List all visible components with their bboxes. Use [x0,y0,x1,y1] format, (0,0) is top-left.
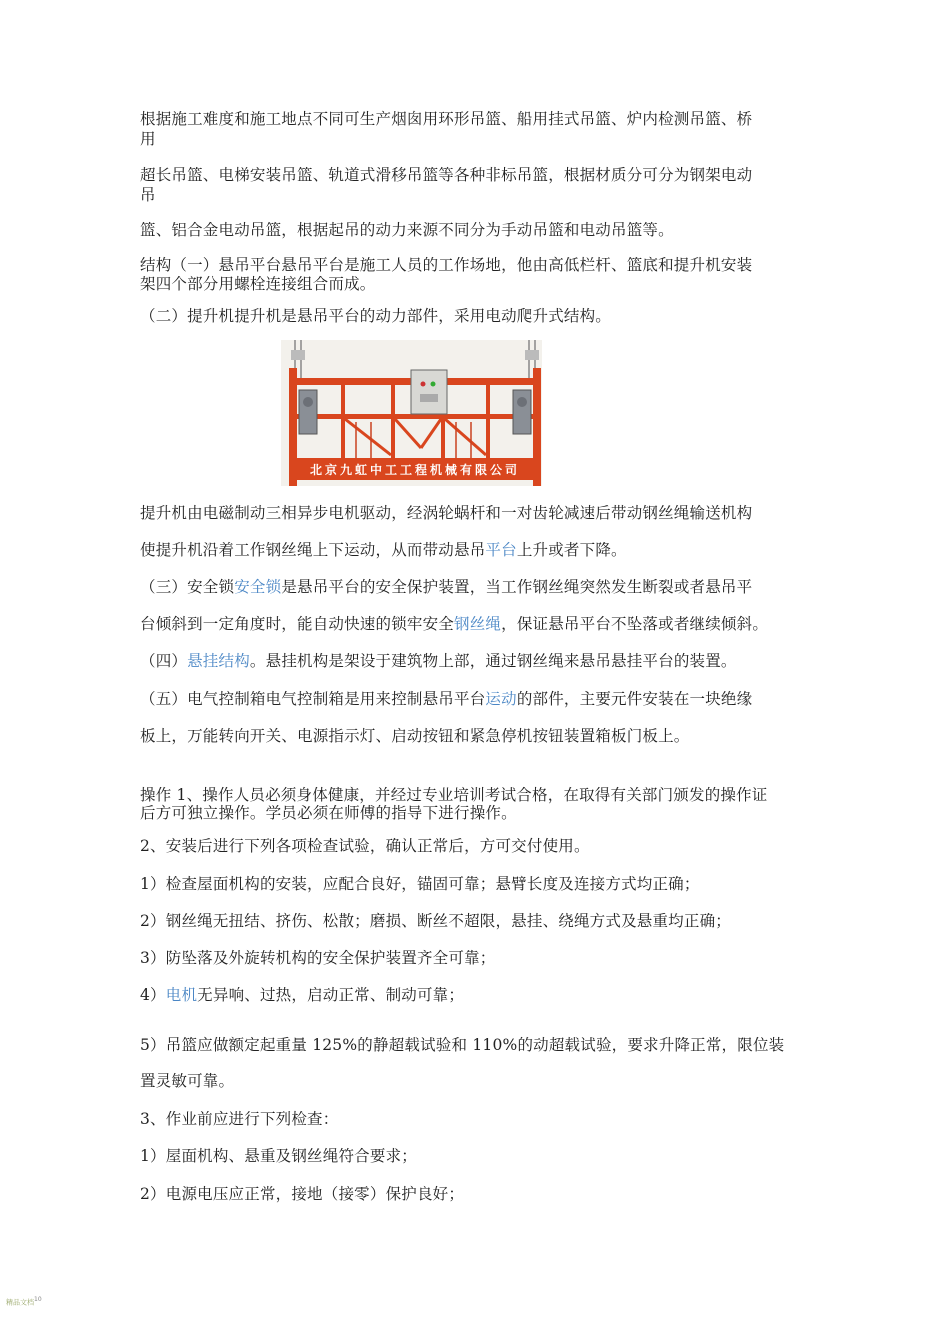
paragraph-line: （四）悬挂结构。悬挂机构是架设于建筑物上部，通过钢丝绳来悬吊悬挂平台的装置。 [140,652,737,670]
paragraph-line: 篮、铝合金电动吊篮，根据起吊的动力来源不同分为手动吊篮和电动吊篮等。 [140,221,674,239]
suspended-platform-image [281,340,542,486]
link-motor[interactable]: 电机 [165,986,198,1004]
platform-photo [281,340,542,486]
paragraph-line: 后方可独立操作。学员必须在师傅的指导下进行操作。 [140,804,517,822]
paragraph-line: 2、安装后进行下列各项检查试验，确认正常后，方可交付使用。 [140,837,590,855]
paragraph-line: 4）电机无异响、过热，启动正常、制动可靠； [140,986,465,1004]
paragraph-line: 吊 [140,186,156,204]
paragraph-line: 台倾斜到一定角度时，能自动快速的锁牢安全钢丝绳，保证悬吊平台不坠落或者继续倾斜。 [140,615,769,633]
paragraph-line: 置灵敏可靠。 [140,1072,235,1090]
paragraph-line: （三）安全锁安全锁是悬吊平台的安全保护装置，当工作钢丝绳突然发生断裂或者悬吊平 [140,578,753,596]
link-suspension-structure[interactable]: 悬挂结构 [187,652,250,670]
footer-label: 精品文档 [6,1298,34,1307]
paragraph-line: （五）电气控制箱电气控制箱是用来控制悬吊平台运动的部件，主要元件安装在一块绝缘 [140,690,753,708]
paragraph-line: 使提升机沿着工作钢丝绳上下运动，从而带动悬吊平台上升或者下降。 [140,541,627,559]
paragraph-line: 2）钢丝绳无扭结、挤伤、松散；磨损、断丝不超限，悬挂、绕绳方式及悬重均正确； [140,912,731,930]
paragraph-line: 2）电源电压应正常，接地（接零）保护良好； [140,1185,465,1203]
paragraph-line: 板上，万能转向开关、电源指示灯、启动按钮和紧急停机按钮装置箱板门板上。 [140,727,690,745]
paragraph-line: 3）防坠落及外旋转机构的安全保护装置齐全可靠； [140,949,496,967]
platform-banner-text: 北京九虹中工工程机械有限公司 [309,463,521,477]
paragraph-line: 用 [140,130,156,148]
paragraph-line: 结构（一）悬吊平台悬吊平台是施工人员的工作场地，他由高低栏杆、篮底和提升机安装 [140,256,753,274]
link-platform[interactable]: 平台 [485,541,517,559]
link-wire-rope[interactable]: 钢丝绳 [454,615,502,633]
paragraph-line: 1）屋面机构、悬重及钢丝绳符合要求； [140,1147,417,1165]
paragraph-line: 5）吊篮应做额定起重量 125%的静超载试验和 110%的动超载试验，要求升降正常，限位装 [140,1036,785,1054]
paragraph-line: 架四个部分用螺栓连接组合而成。 [140,275,376,293]
paragraph-line: （二）提升机提升机是悬吊平台的动力部件，采用电动爬升式结构。 [140,307,612,325]
page-footer [6,1296,42,1307]
paragraph-line: 超长吊篮、电梯安装吊篮、轨道式滑移吊篮等各种非标吊篮，根据材质分可分为钢架电动 [140,166,753,184]
paragraph-line: 操作 1、操作人员必须身体健康，并经过专业培训考试合格，在取得有关部门颁发的操作证 [140,786,768,804]
paragraph-line: 3、作业前应进行下列检查： [140,1110,339,1128]
paragraph-line: 1）检查屋面机构的安装，应配合良好，锚固可靠；悬臂长度及连接方式均正确； [140,875,700,893]
link-safety-lock[interactable]: 安全锁 [234,578,282,596]
link-motion[interactable]: 运动 [485,690,517,708]
paragraph-line: 提升机由电磁制动三相异步电机驱动，经涡轮蜗杆和一对齿轮减速后带动钢丝绳输送机构 [140,504,753,522]
page-number: 10 [34,1296,42,1303]
paragraph-line: 根据施工难度和施工地点不同可生产烟囱用环形吊篮、船用挂式吊篮、炉内检测吊篮、桥 [140,110,753,128]
